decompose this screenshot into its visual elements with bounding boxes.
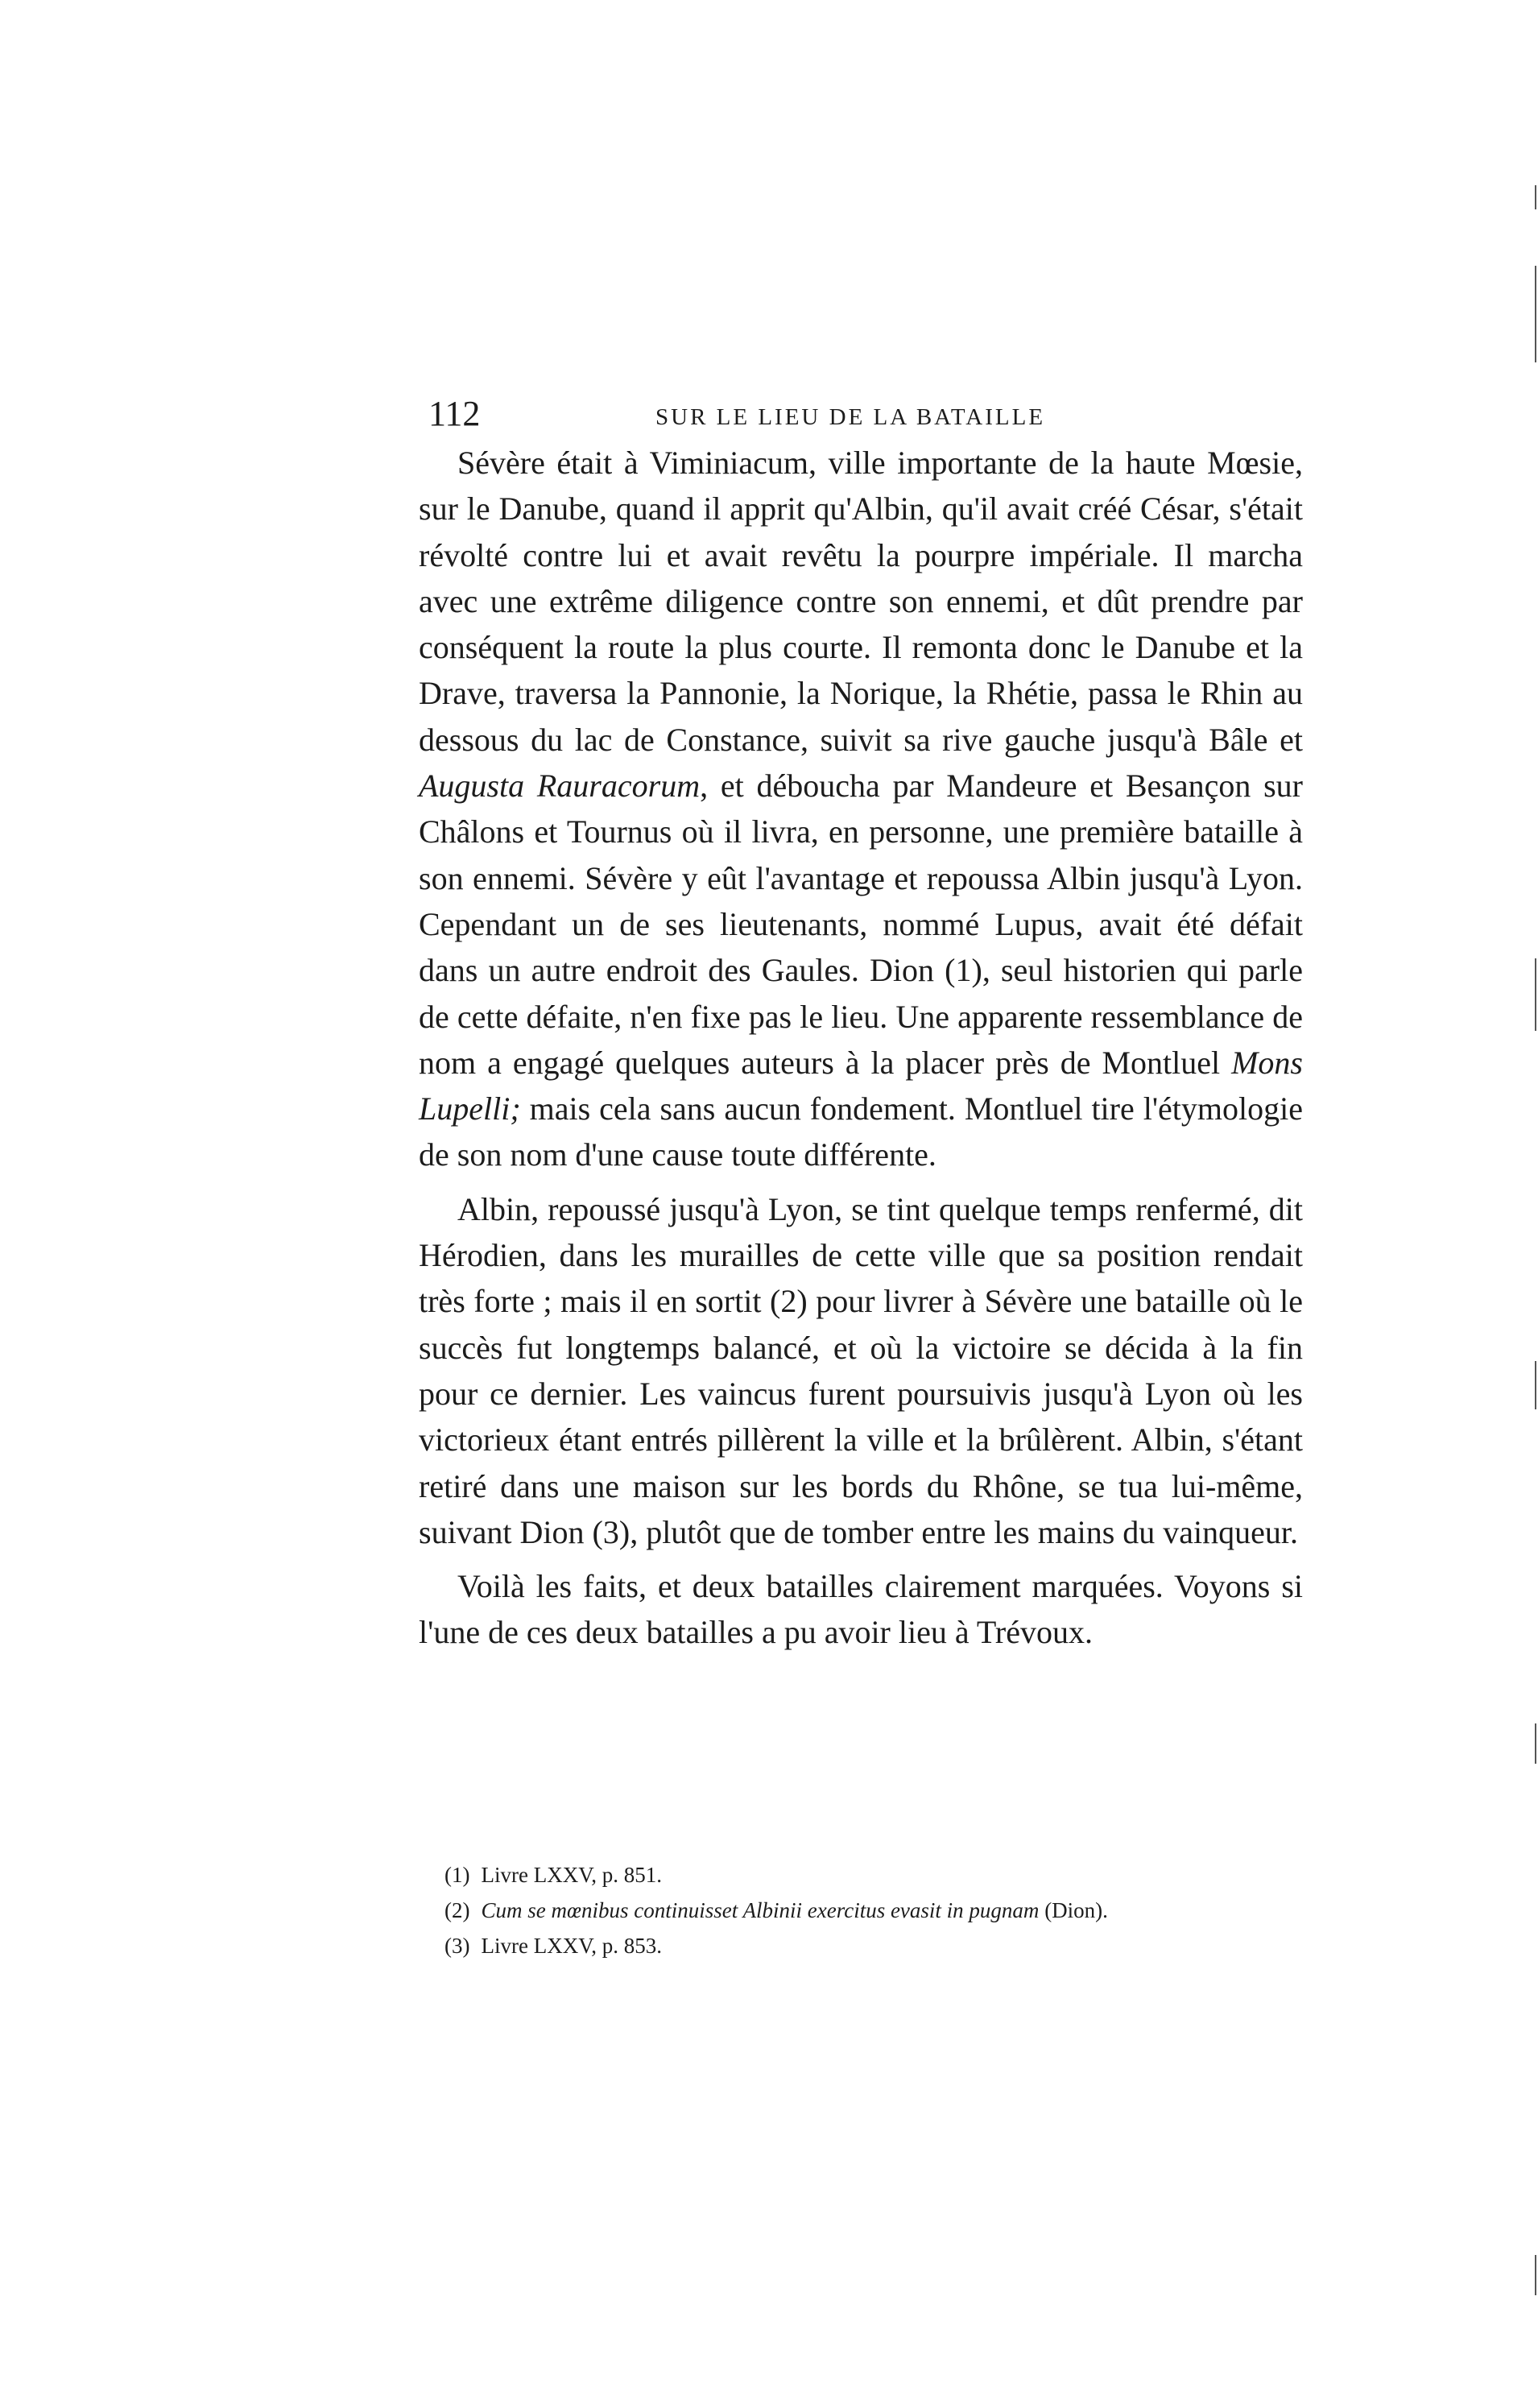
footnote-3 (444, 1928, 1314, 1963)
page-number: 112 (428, 394, 481, 433)
scan-edge-mark (1535, 185, 1536, 209)
paragraph-2: Albin, repoussé jusqu'à Lyon, se tint quelque temps renfermé, dit Hérodien, dans les murailles de cette ville que sa position rendait très forte ; mais il en sortit (2) pour livrer à Sévère une bataille où le succès fut longtemps balancé, et où la victoire se décida à la fin pour ce dernier. Les vaincus furent poursuivis jusqu'à Lyon où les victorieux étant entrés pillèrent la ville et la brûlèrent. Albin, s'étant retiré dans une maison sur les bords du Rhône, se tua lui-même, suivant Dion (3), plutôt que de tomber entre les mains du vainqueur. (419, 1190, 1303, 1550)
footnote-text: Livre LXXV, p. 851. (481, 1863, 662, 1887)
paragraph-1 (419, 440, 1303, 1178)
running-head: SUR LE LIEU DE LA BATAILLE (655, 404, 1046, 430)
scan-edge-mark (1535, 1361, 1536, 1409)
paragraph-1-text-a: Sévère était à Viminiacum, ville importante de la haute Mœsie, sur le Danube, quand il apprit qu'Albin, qu'il avait créé César, s'était révolté contre lui et avait revêtu la pourpre impériale. Il marcha avec une extrême diligence contre son ennemi, et dût prendre par conséquent la route la plus courte. Il remonta donc le Danube et la Drave, traversa la Pannonie, la Norique, la Rhétie, passa le Rhin au dessous du lac de Constance, suivit sa rive gauche jusqu'à Bâle et (419, 445, 1303, 758)
paragraph-1-text-e: mais cela sans aucun fondement. Montluel tire l'étymologie de son nom d'une cause toute différente. (419, 1090, 1303, 1173)
paragraph-3: Voilà les faits, et deux batailles clairement marquées. Voyons si l'une de ces deux batailles a pu avoir lieu à Trévoux. (419, 1568, 1303, 1651)
scan-edge-mark (1535, 958, 1536, 1031)
main-text (419, 440, 1303, 1656)
footnote-source: (Dion). (1039, 1898, 1108, 1922)
italic-augusta-rauracorum: Augusta Rauracorum (419, 767, 701, 805)
scan-edge-mark (1535, 2255, 1536, 2295)
footnote-marker: (3) (444, 1934, 470, 1958)
paragraph-1-text-c: , et déboucha par Mandeure et Besançon sur Châlons et Tournus où il livra, en personne, une première bataille à son ennemi. Sévère y eût l'avantage et repoussa Albin jusqu'à Lyon. Cependant un de ses lieutenants, nommé Lupus, avait été défait dans un autre endroit des Gaules. Dion (1), seul historien qui parle de cette défaite, n'en fixe pas le lieu. Une apparente ressemblance de nom a engagé quelques auteurs à la placer près de Montluel (419, 767, 1303, 1081)
footnote-text: Livre LXXV, p. 853. (481, 1934, 662, 1958)
italic-mons-lupelli: Mons Lupelli; (419, 1044, 1303, 1127)
page-header (428, 390, 1306, 438)
footnote-2 (444, 1893, 1314, 1928)
footnote-latin-quote: Cum se mœnibus continuisset Albinii exercitus evasit in pugnam (481, 1898, 1040, 1922)
footnote-marker: (1) (444, 1863, 470, 1887)
scan-edge-mark (1535, 266, 1536, 362)
footnote-marker: (2) (444, 1898, 470, 1922)
footnotes (444, 1857, 1314, 1963)
footnote-1 (444, 1857, 1314, 1893)
scan-edge-mark (1535, 1723, 1536, 1764)
